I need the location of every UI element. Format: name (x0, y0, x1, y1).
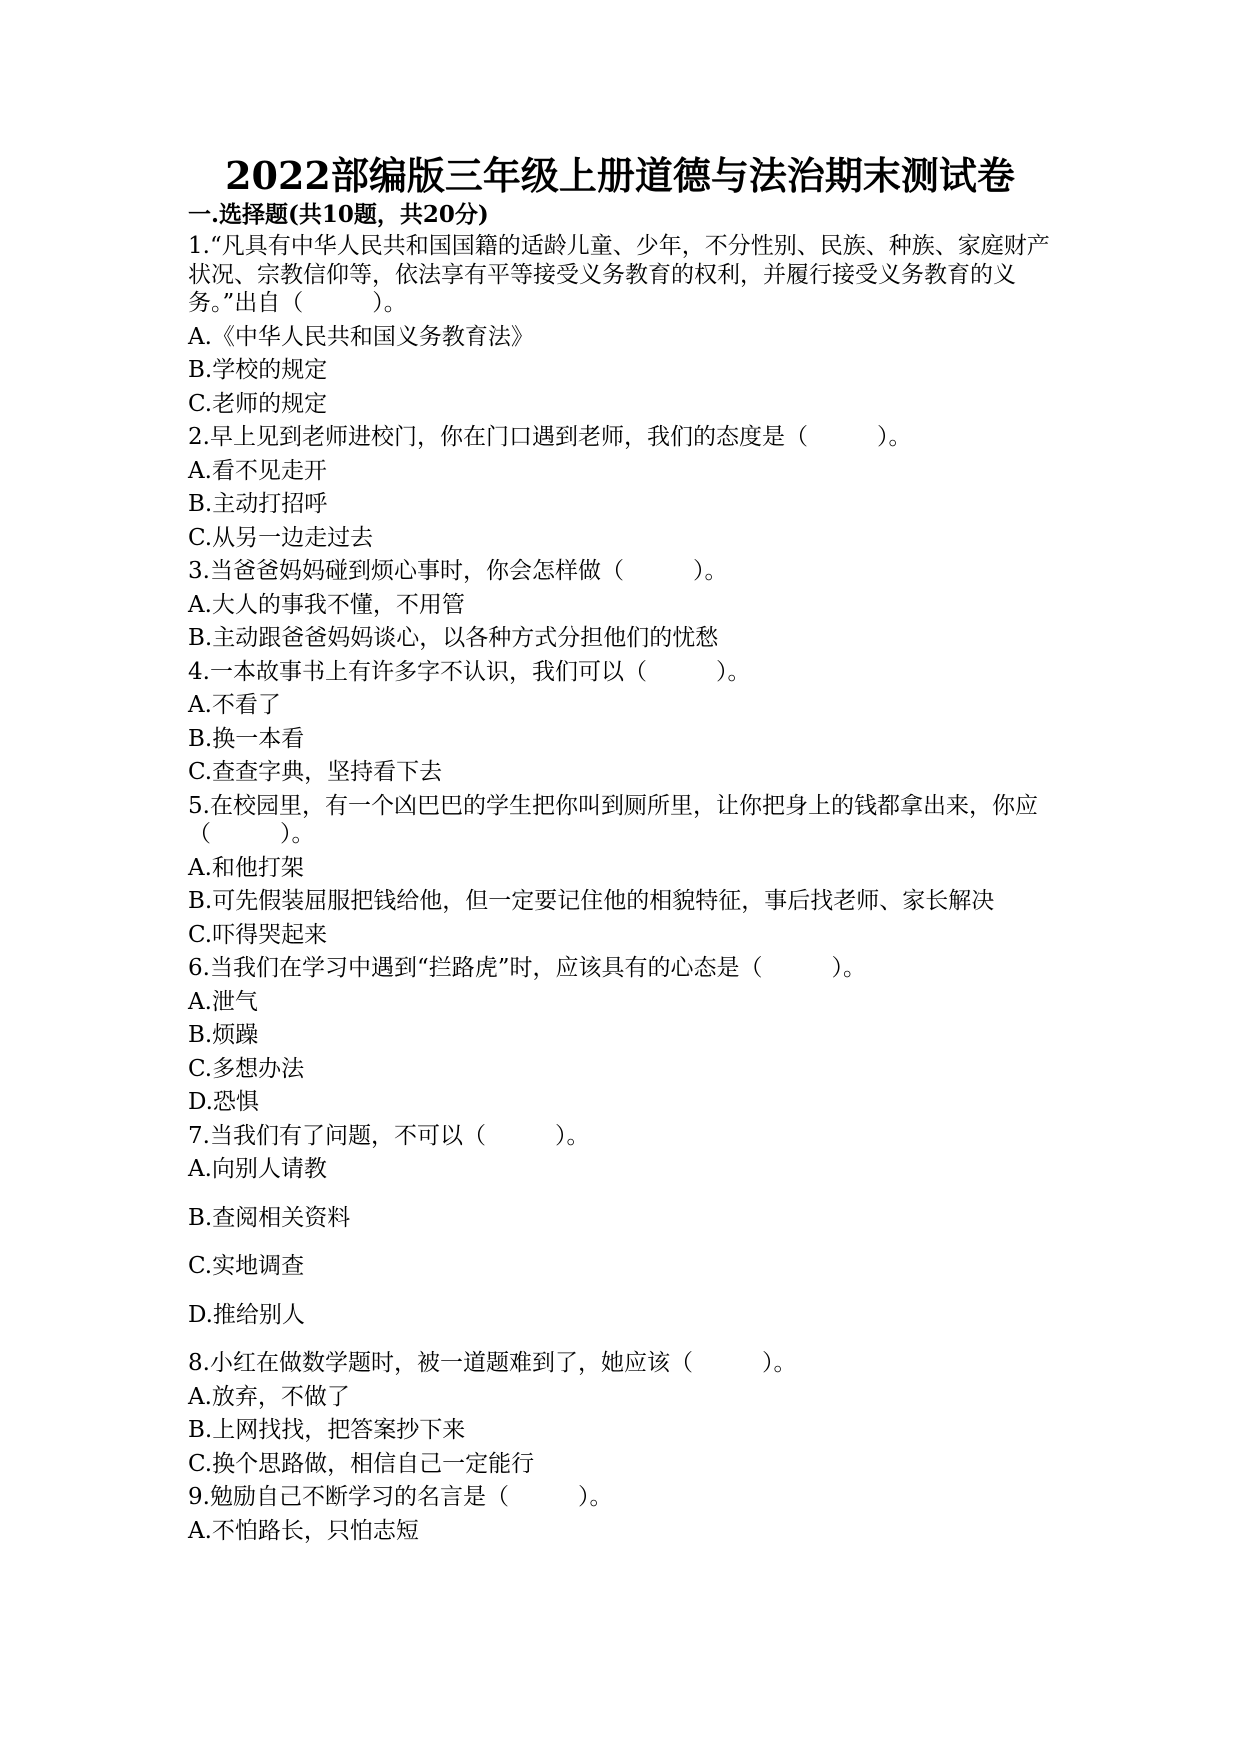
question-stem: 7.当我们有了问题，不可以（ ）。 (188, 1122, 590, 1149)
question-stem: 2.早上见到老师进校门，你在门口遇到老师，我们的态度是（ ）。 (188, 424, 912, 450)
option-d: D.恐惧 (188, 1089, 259, 1115)
question-stem: 4.一本故事书上有许多字不认识，我们可以（ ）。 (188, 658, 751, 685)
question-4 (188, 658, 1058, 787)
question-7 (188, 1122, 1058, 1330)
question-2 (188, 423, 1058, 552)
question-5 (188, 792, 1058, 950)
question-3 (188, 557, 1058, 653)
question-9 (188, 1483, 1058, 1545)
question-stem: 3.当爸爸妈妈碰到烦心事时，你会怎样做（ ）。 (188, 558, 728, 584)
option-a: A.大人的事我不懂，不用管 (188, 591, 465, 618)
option-b: B.主动打招呼 (188, 491, 328, 517)
option-a: A.《中华人民共和国义务教育法》 (188, 323, 534, 350)
option-b: B.烦躁 (188, 1022, 259, 1048)
option-b: B.换一本看 (188, 725, 305, 752)
option-a: A.看不见走开 (188, 457, 327, 484)
option-c: C.实地调查 (188, 1253, 305, 1279)
option-a: A.和他打架 (188, 854, 304, 881)
option-c: C.老师的规定 (188, 390, 328, 417)
question-stem: 5.在校园里，有一个凶巴巴的学生把你叫到厕所里，让你把身上的钱都拿出来，你应（ ）。 (188, 792, 1038, 847)
option-c: C.查查字典，坚持看下去 (188, 759, 443, 785)
option-b: B.主动跟爸爸妈妈谈心，以各种方式分担他们的忧愁 (188, 625, 719, 651)
option-a: A.放弃，不做了 (188, 1383, 350, 1410)
option-c: C.吓得哭起来 (188, 921, 328, 948)
option-a: A.不看了 (188, 692, 281, 718)
question-stem: 6.当我们在学习中遇到“拦路虎”时，应该具有的心态是（ ）。 (188, 955, 866, 981)
question-stem: 8.小红在做数学题时，被一道题难到了，她应该（ ）。 (188, 1350, 797, 1376)
option-b: B.查阅相关资料 (188, 1204, 351, 1231)
option-c: C.换个思路做，相信自己一定能行 (188, 1450, 535, 1477)
option-b: B.可先假装屈服把钱给他，但一定要记住他的相貌特征，事后找老师、家长解决 (188, 888, 995, 914)
option-c: C.多想办法 (188, 1055, 305, 1082)
question-stem: 1.“凡具有中华人民共和国国籍的适龄儿童、少年，不分性别、民族、种族、家庭财产状况、宗教信仰等，依法享有平等接受义务教育的权利，并履行接受义务教育的义务。”出自（ ）。 (188, 233, 1050, 316)
option-a: A.向别人请教 (188, 1156, 327, 1182)
option-b: B.上网找找，把答案抄下来 (188, 1417, 466, 1443)
option-a: A.泄气 (188, 988, 258, 1015)
question-stem: 9.勉励自己不断学习的名言是（ ）。 (188, 1484, 613, 1510)
option-b: B.学校的规定 (188, 357, 328, 383)
option-a: A.不怕路长，只怕志短 (188, 1517, 419, 1544)
page-title: 2022部编版三年级上册道德与法治期末测试卷 (225, 153, 1015, 198)
question-6 (188, 954, 1058, 1117)
question-list (188, 232, 1058, 1545)
question-1 (188, 232, 1058, 418)
option-d: D.推给别人 (188, 1301, 305, 1328)
section-heading: 一.选择题(共10题，共20分) (188, 201, 489, 228)
option-c: C.从另一边走过去 (188, 524, 374, 551)
question-8 (188, 1349, 1058, 1478)
